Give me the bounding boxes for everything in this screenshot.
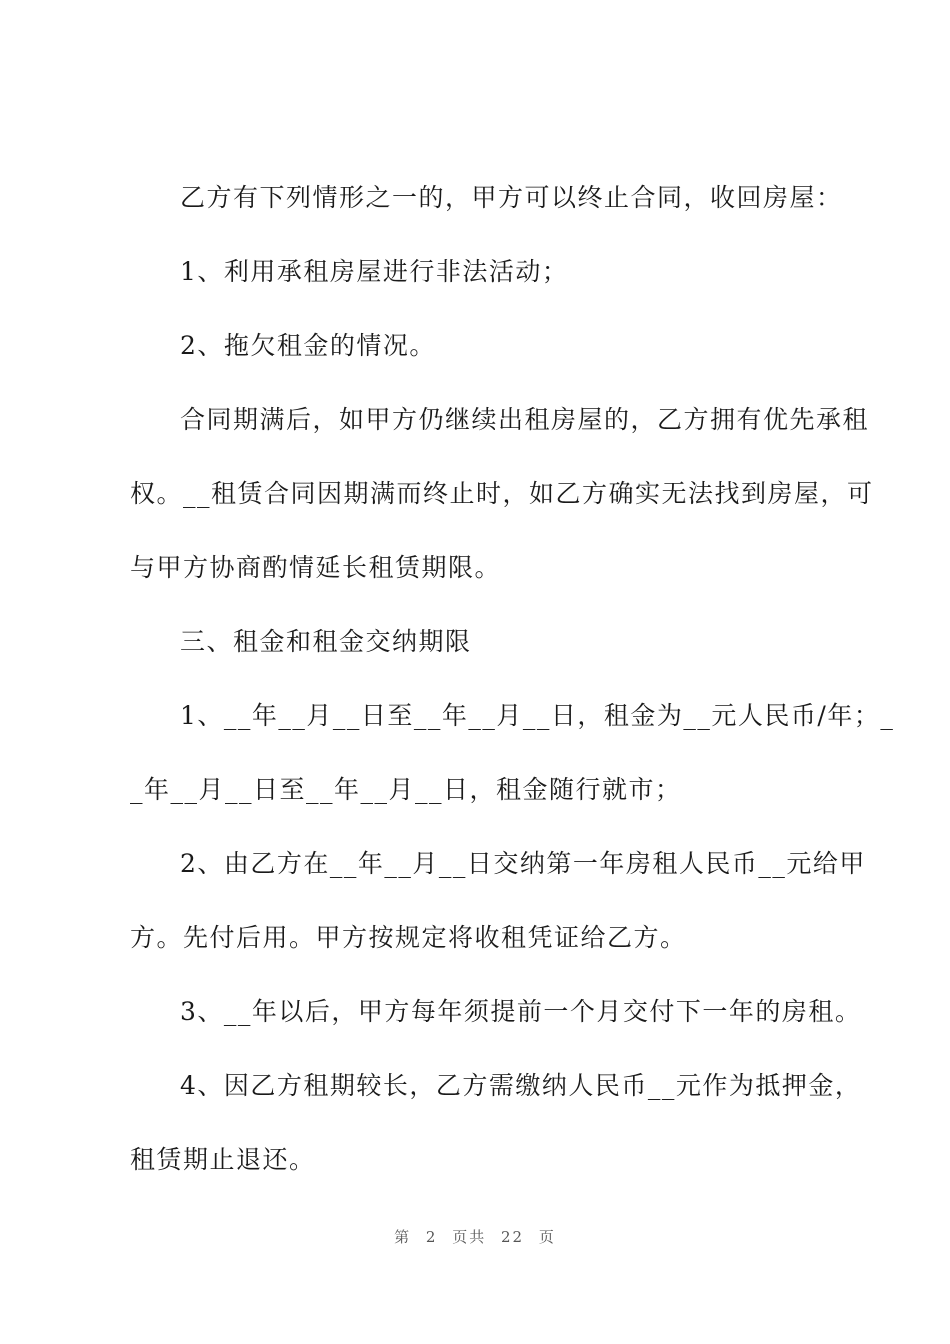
- text-line: 4、因乙方租期较长，乙方需缴纳人民币__元作为抵押金，: [180, 1071, 862, 1100]
- text-line: _年__月__日至__年__月__日，租金随行就市；: [130, 775, 682, 804]
- text-line: 乙方有下列情形之一的，甲方可以终止合同，收回房屋：: [180, 183, 843, 212]
- text-line: 与甲方协商酌情延长租赁期限。: [130, 553, 502, 582]
- text-line: 租赁期止退还。: [130, 1145, 316, 1174]
- page-number-footer: 第 2 页共 22 页: [394, 1228, 556, 1246]
- text-line: 2、由乙方在__年__月__日交纳第一年房租人民币__元给甲: [180, 849, 866, 878]
- text-line: 合同期满后，如甲方仍继续出租房屋的，乙方拥有优先承租: [180, 405, 870, 434]
- text-line: 2、拖欠租金的情况。: [180, 331, 436, 360]
- text-line: 权。__租赁合同因期满而终止时，如乙方确实无法找到房屋，可: [130, 479, 874, 508]
- text-line: 方。先付后用。甲方按规定将收租凭证给乙方。: [130, 923, 687, 952]
- section-heading: 三、租金和租金交纳期限: [180, 627, 472, 656]
- text-line: 1、__年__月__日至__年__月__日，租金为__元人民币/年；_: [180, 701, 895, 730]
- text-line: 1、利用承租房屋进行非法活动；: [180, 257, 569, 286]
- text-line: 3、__年以后，甲方每年须提前一个月交付下一年的房租。: [180, 997, 862, 1026]
